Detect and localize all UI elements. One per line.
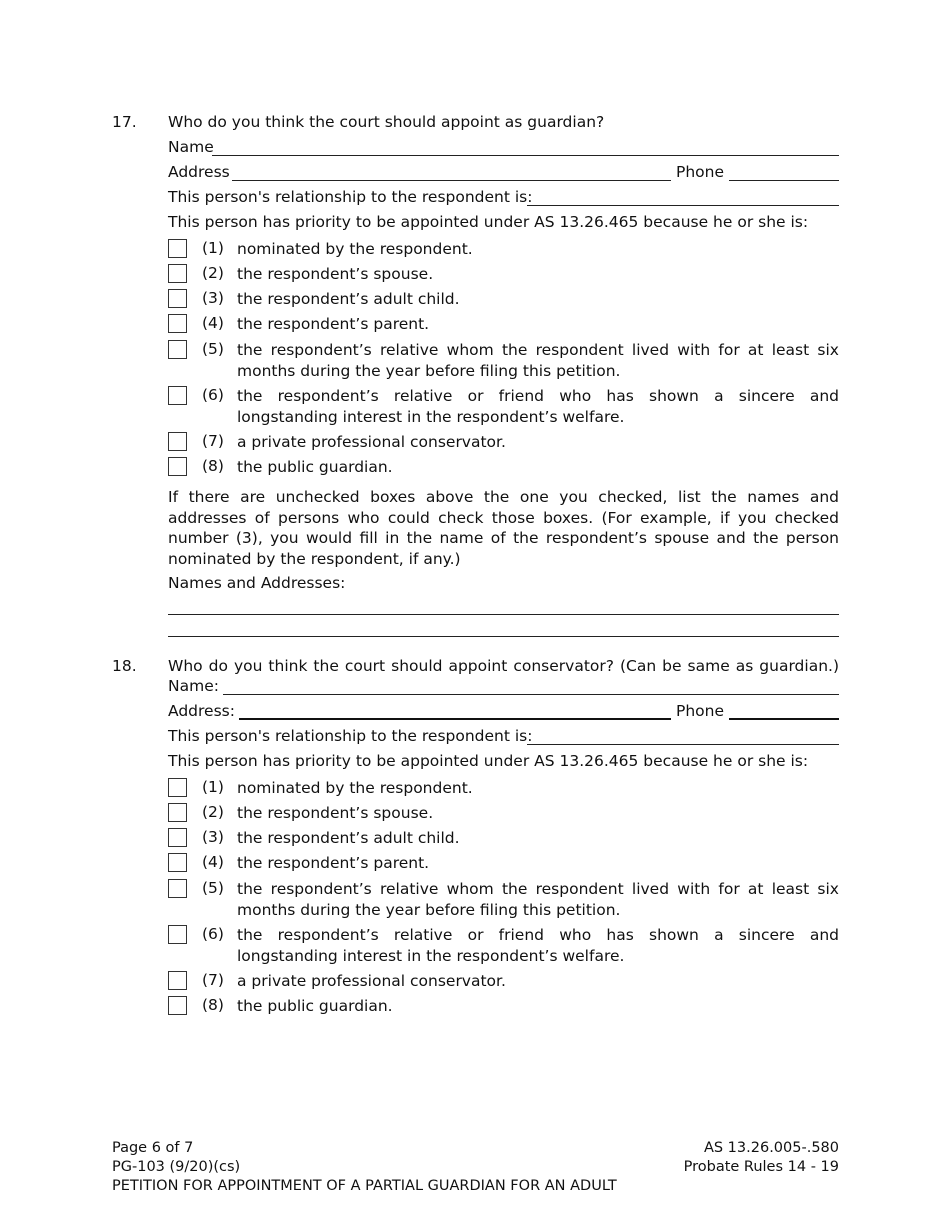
q17-option-7-text: a private professional conservator. (237, 433, 506, 451)
q17-option-4-text: the respondent’s parent. (237, 315, 430, 333)
q18-option-1-number: (1) (202, 778, 224, 796)
q17-option-5-checkbox[interactable] (168, 340, 187, 359)
footer-rules: Probate Rules 14 - 19 (683, 1159, 839, 1175)
q17-option-8-checkbox[interactable] (168, 457, 187, 476)
q17-option-2-number: (2) (202, 264, 224, 282)
q17-name-field[interactable] (212, 155, 839, 156)
q18-question: Who do you think the court should appoint conservator? (Can be same as guardian.) (168, 657, 839, 675)
q18-option-2-checkbox[interactable] (168, 803, 187, 822)
q18-option-3-checkbox[interactable] (168, 828, 187, 847)
q18-option-1-checkbox[interactable] (168, 778, 187, 797)
q17-option-1-number: (1) (202, 239, 224, 257)
q17-number: 17. (112, 113, 137, 131)
q18-option-4-text: the respondent’s parent. (237, 854, 430, 872)
q18-address-label: Address: (168, 702, 235, 720)
q18-option-6-checkbox[interactable] (168, 925, 187, 944)
q17-address-field[interactable] (232, 180, 671, 181)
q18-option-8-checkbox[interactable] (168, 996, 187, 1015)
q18-phone-label: Phone (676, 702, 725, 720)
q17-option-6-checkbox[interactable] (168, 386, 187, 405)
q17-option-5-text: the respondent’s relative whom the respondent lived with for at least six months during the year before filing this petition. (237, 341, 839, 380)
footer-form-id: PG-103 (9/20)(cs) (112, 1159, 241, 1175)
q18-option-7-number: (7) (202, 971, 224, 989)
q17-option-7-checkbox[interactable] (168, 432, 187, 451)
q17-option-1-text: nominated by the respondent. (237, 240, 473, 258)
q18-number: 18. (112, 657, 137, 675)
q18-option-4-checkbox[interactable] (168, 853, 187, 872)
q17-option-3-number: (3) (202, 289, 224, 307)
q18-name-field[interactable] (223, 694, 839, 695)
q17-relationship-label: This person's relationship to the respondent is: (168, 188, 533, 206)
q17-names-addresses-label: Names and Addresses: (168, 574, 346, 592)
q17-option-6-number: (6) (202, 386, 224, 404)
footer-page-number: Page 6 of 7 (112, 1140, 194, 1156)
q18-option-5-text: the respondent’s relative whom the respondent lived with for at least six months during the year before filing this petition. (237, 880, 839, 919)
q17-question: Who do you think the court should appoint as guardian? (168, 113, 605, 131)
q18-option-6-number: (6) (202, 925, 224, 943)
q17-relationship-field[interactable] (527, 205, 839, 206)
q18-option-5-number: (5) (202, 879, 224, 897)
q17-priority-text: This person has priority to be appointed under AS 13.26.465 because he or she is: (168, 213, 809, 231)
q18-option-3-text: the respondent’s adult child. (237, 829, 460, 847)
q17-phone-field[interactable] (729, 180, 839, 181)
q18-relationship-field[interactable] (527, 744, 839, 745)
q17-option-1-checkbox[interactable] (168, 239, 187, 258)
q17-names-addresses-line-1[interactable] (168, 614, 839, 615)
q18-name-label: Name: (168, 677, 219, 695)
q18-option-1-text: nominated by the respondent. (237, 779, 473, 797)
q17-option-4-checkbox[interactable] (168, 314, 187, 333)
footer-form-title: PETITION FOR APPOINTMENT OF A PARTIAL GUARDIAN FOR AN ADULT (112, 1178, 617, 1194)
q17-option-2-checkbox[interactable] (168, 264, 187, 283)
q18-option-4-number: (4) (202, 853, 224, 871)
q17-instructions: If there are unchecked boxes above the one you checked, list the names and addresses of persons who could check those boxes. (For example, if you checked number (3), you would fill in the name of the respondent’s spouse and the person nominated by the respondent, if any.) (168, 488, 839, 568)
q18-option-7-text: a private professional conservator. (237, 972, 506, 990)
q17-option-3-text: the respondent’s adult child. (237, 290, 460, 308)
q17-option-7-number: (7) (202, 432, 224, 450)
q17-option-3-checkbox[interactable] (168, 289, 187, 308)
q18-priority-text: This person has priority to be appointed under AS 13.26.465 because he or she is: (168, 752, 809, 770)
q18-option-7-checkbox[interactable] (168, 971, 187, 990)
q18-phone-field[interactable] (729, 718, 839, 720)
q18-relationship-label: This person's relationship to the respondent is: (168, 727, 533, 745)
q17-option-8-number: (8) (202, 457, 224, 475)
q18-option-2-text: the respondent’s spouse. (237, 804, 434, 822)
q18-option-2-number: (2) (202, 803, 224, 821)
q18-option-5-checkbox[interactable] (168, 879, 187, 898)
q18-option-3-number: (3) (202, 828, 224, 846)
q17-phone-label: Phone (676, 163, 725, 181)
q18-option-8-text: the public guardian. (237, 997, 393, 1015)
q17-option-6-text: the respondent’s relative or friend who has shown a sincere and longstanding interest in the respondent’s welfare. (237, 387, 839, 426)
q17-name-label: Name (168, 138, 214, 156)
footer-statute: AS 13.26.005-.580 (703, 1140, 839, 1156)
q18-option-6-text: the respondent’s relative or friend who has shown a sincere and longstanding interest in the respondent’s welfare. (237, 926, 839, 965)
q17-option-2-text: the respondent’s spouse. (237, 265, 434, 283)
q18-address-field[interactable] (239, 718, 671, 720)
q18-option-8-number: (8) (202, 996, 224, 1014)
q17-option-8-text: the public guardian. (237, 458, 393, 476)
q17-address-label: Address (168, 163, 230, 181)
q17-option-4-number: (4) (202, 314, 224, 332)
q17-option-5-number: (5) (202, 340, 224, 358)
q17-names-addresses-line-2[interactable] (168, 636, 839, 637)
